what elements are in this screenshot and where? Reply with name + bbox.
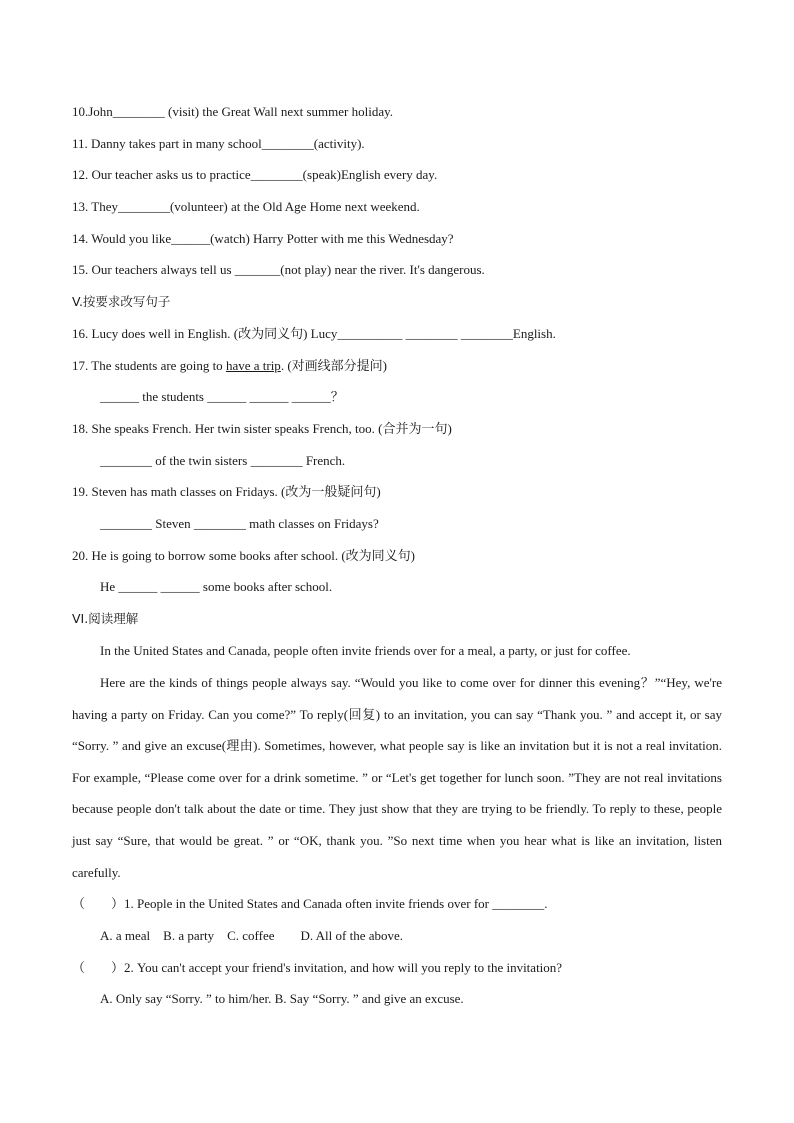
reading-paragraph-1: In the United States and Canada, people often invite friends over for a meal, a party, or just for coffee.	[100, 643, 631, 658]
exercise-18: 18. She speaks French. Her twin sister speaks French, too. (合并为一句)	[72, 421, 452, 436]
exercise-11: 11. Danny takes part in many school________(activity).	[72, 136, 365, 151]
exercise-17-instruction: . (对画线部分提问)	[280, 358, 387, 373]
exercise-17-answer: ______ the students ______ ______ ______？	[100, 389, 344, 404]
exercise-18-answer: ________ of the twin sisters ________ French.	[100, 453, 346, 468]
exercise-15: 15. Our teachers always tell us _______(not play) near the river. It's dangerous.	[72, 262, 485, 277]
reading-question-2-options: A. Only say “Sorry. ” to him/her. B. Say “Sorry. ” and give an excuse.	[100, 991, 464, 1006]
exercise-20-answer: He ______ ______ some books after school.	[100, 579, 333, 594]
reading-question-1-options: A. a meal B. a party C. coffee D. All of the above.	[100, 928, 404, 943]
exercise-10: 10.John________ (visit) the Great Wall next summer holiday.	[72, 104, 394, 119]
exercise-19-answer: ________ Steven ________ math classes on Fridays?	[100, 516, 379, 531]
reading-question-2: （ ）2. You can't accept your friend's invitation, and how will you reply to the invitation?	[72, 960, 563, 975]
exercise-16: 16. Lucy does well in English. (改为同义句) Lucy__________ ________ ________English.	[72, 326, 556, 341]
section-5-heading: V.按要求改写句子	[72, 294, 171, 309]
reading-paragraph-2: Here are the kinds of things people always say. “Would you like to come over for dinner this evening？”“Hey, we're having a party on Friday. Can you come?” To reply(回复) to an invitation, you can say “Thank you. ” and accept it, or say “Sorry. ” and give an excuse(理由). Sometimes, however, what people say is like an invitation but it is not a real invitation. For example, “Please come over for a drink sometime. ” or “Let's get together for lunch soon. ”They are not real invitations because people don't talk about the date or time. They just show that they are trying to be friendly. To reply to these, people just say “Sure, that would be great. ” or “OK, thank you. ”So next time when you hear what is like an invitation, listen carefully.	[72, 675, 722, 880]
reading-question-1: （ ）1. People in the United States and Canada often invite friends over for ________.	[72, 896, 548, 911]
exercise-14: 14. Would you like______(watch) Harry Potter with me this Wednesday?	[72, 231, 454, 246]
exercise-20: 20. He is going to borrow some books after school. (改为同义句)	[72, 548, 416, 563]
exercise-13: 13. They________(volunteer) at the Old Age Home next weekend.	[72, 199, 420, 214]
exercise-12: 12. Our teacher asks us to practice________(speak)English every day.	[72, 167, 438, 182]
exercise-17	[72, 358, 387, 374]
exercise-17-underlined: have a trip	[225, 358, 281, 373]
exercise-19: 19. Steven has math classes on Fridays. (改为一般疑问句)	[72, 484, 381, 499]
section-6-heading: VI.阅读理解	[72, 611, 139, 626]
exercise-17-text: 17. The students are going to	[72, 358, 226, 373]
